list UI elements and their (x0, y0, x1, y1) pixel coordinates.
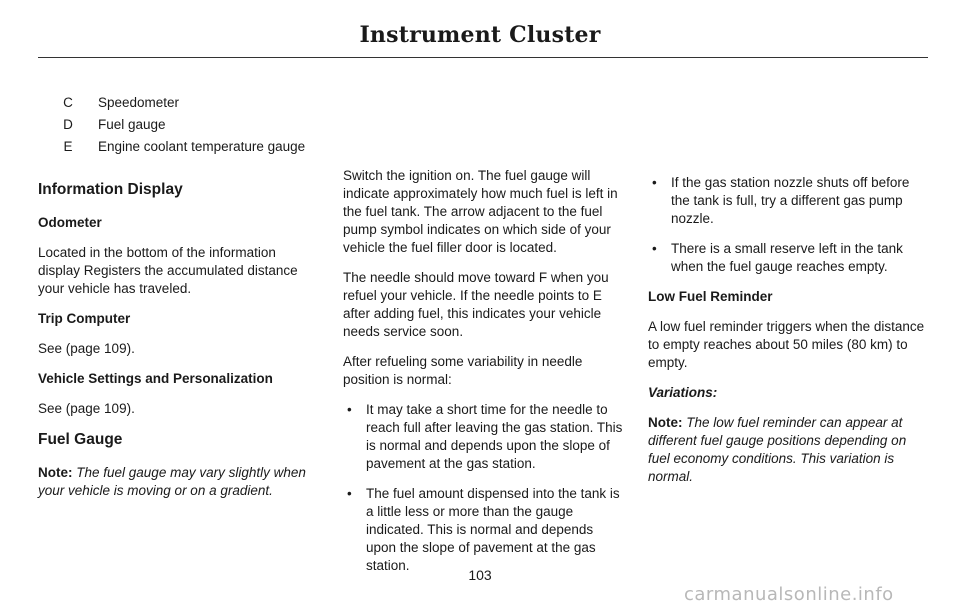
list-item-text: The fuel amount dispensed into the tank is a little less or more than the gauge indicated. This is normal and depends upon the slope of pavement at the gas station. (366, 486, 620, 573)
legend-list (60, 92, 305, 158)
column-left (38, 180, 320, 512)
vehicle-settings-link[interactable]: See (page 109). (38, 401, 135, 416)
legend-letter: C (63, 95, 73, 110)
watermark: carmanualsonline.info (684, 584, 894, 605)
legend-item (60, 114, 305, 136)
paragraph: The needle should move toward F when you refuel your vehicle. If the needle points to E after adding fuel, this indicates your vehicle needs service soon. (343, 270, 609, 339)
bullet-icon: • (347, 402, 352, 417)
trip-computer-heading: Trip Computer (38, 311, 131, 326)
legend-item (60, 136, 305, 158)
fuel-gauge-note (38, 464, 320, 500)
list-item (648, 240, 930, 276)
legend-item (60, 92, 305, 114)
vehicle-settings-heading: Vehicle Settings and Personalization (38, 371, 273, 386)
list-item-text: There is a small reserve left in the tank when the fuel gauge reaches empty. (671, 241, 903, 274)
bullet-icon: • (652, 175, 657, 190)
bullet-icon: • (652, 241, 657, 256)
variations-heading: Variations: (648, 385, 718, 400)
header-divider (38, 57, 928, 58)
paragraph: Switch the ignition on. The fuel gauge will indicate approximately how much fuel is left in the fuel tank. The arrow adjacent to the fuel pump symbol indicates on which side of your vehicle the fuel filler door is located. (343, 168, 618, 255)
legend-text: Fuel gauge (98, 117, 166, 132)
bullet-icon: • (347, 486, 352, 501)
page-number: 103 (468, 567, 492, 583)
note-text: The low fuel reminder can appear at different fuel gauge positions depending on fuel economy conditions. This variation is normal. (648, 415, 907, 484)
list-item (343, 401, 623, 473)
list-item-text: It may take a short time for the needle to reach full after leaving the gas station. This is normal and depends upon the slope of pavement at the gas station. (366, 402, 623, 471)
fuel-gauge-heading: Fuel Gauge (38, 431, 123, 448)
low-fuel-reminder-text: A low fuel reminder triggers when the distance to empty reaches about 50 miles (80 km) to empty. (648, 319, 925, 370)
odometer-heading: Odometer (38, 215, 102, 230)
odometer-text: Located in the bottom of the information display Registers the accumulated distance your vehicle has traveled. (38, 245, 298, 296)
column-middle (343, 167, 623, 587)
note-label: Note: (648, 415, 683, 430)
column-right (648, 174, 930, 498)
note-text: The fuel gauge may vary slightly when your vehicle is moving or on a gradient. (38, 465, 306, 498)
legend-letter: E (63, 139, 73, 154)
list-item (343, 485, 623, 575)
low-fuel-note (648, 414, 930, 486)
legend-letter: D (63, 117, 73, 132)
list-item (648, 174, 930, 228)
trip-computer-link[interactable]: See (page 109). (38, 341, 135, 356)
list-item-text: If the gas station nozzle shuts off before the tank is full, try a different gas pump nozzle. (671, 175, 910, 226)
information-display-heading: Information Display (38, 181, 183, 198)
note-label: Note: (38, 465, 73, 480)
legend-text: Engine coolant temperature gauge (98, 139, 306, 154)
low-fuel-reminder-heading: Low Fuel Reminder (648, 289, 773, 304)
legend-text: Speedometer (98, 95, 180, 110)
page-title: Instrument Cluster (359, 22, 601, 48)
paragraph: After refueling some variability in needle position is normal: (343, 354, 583, 387)
